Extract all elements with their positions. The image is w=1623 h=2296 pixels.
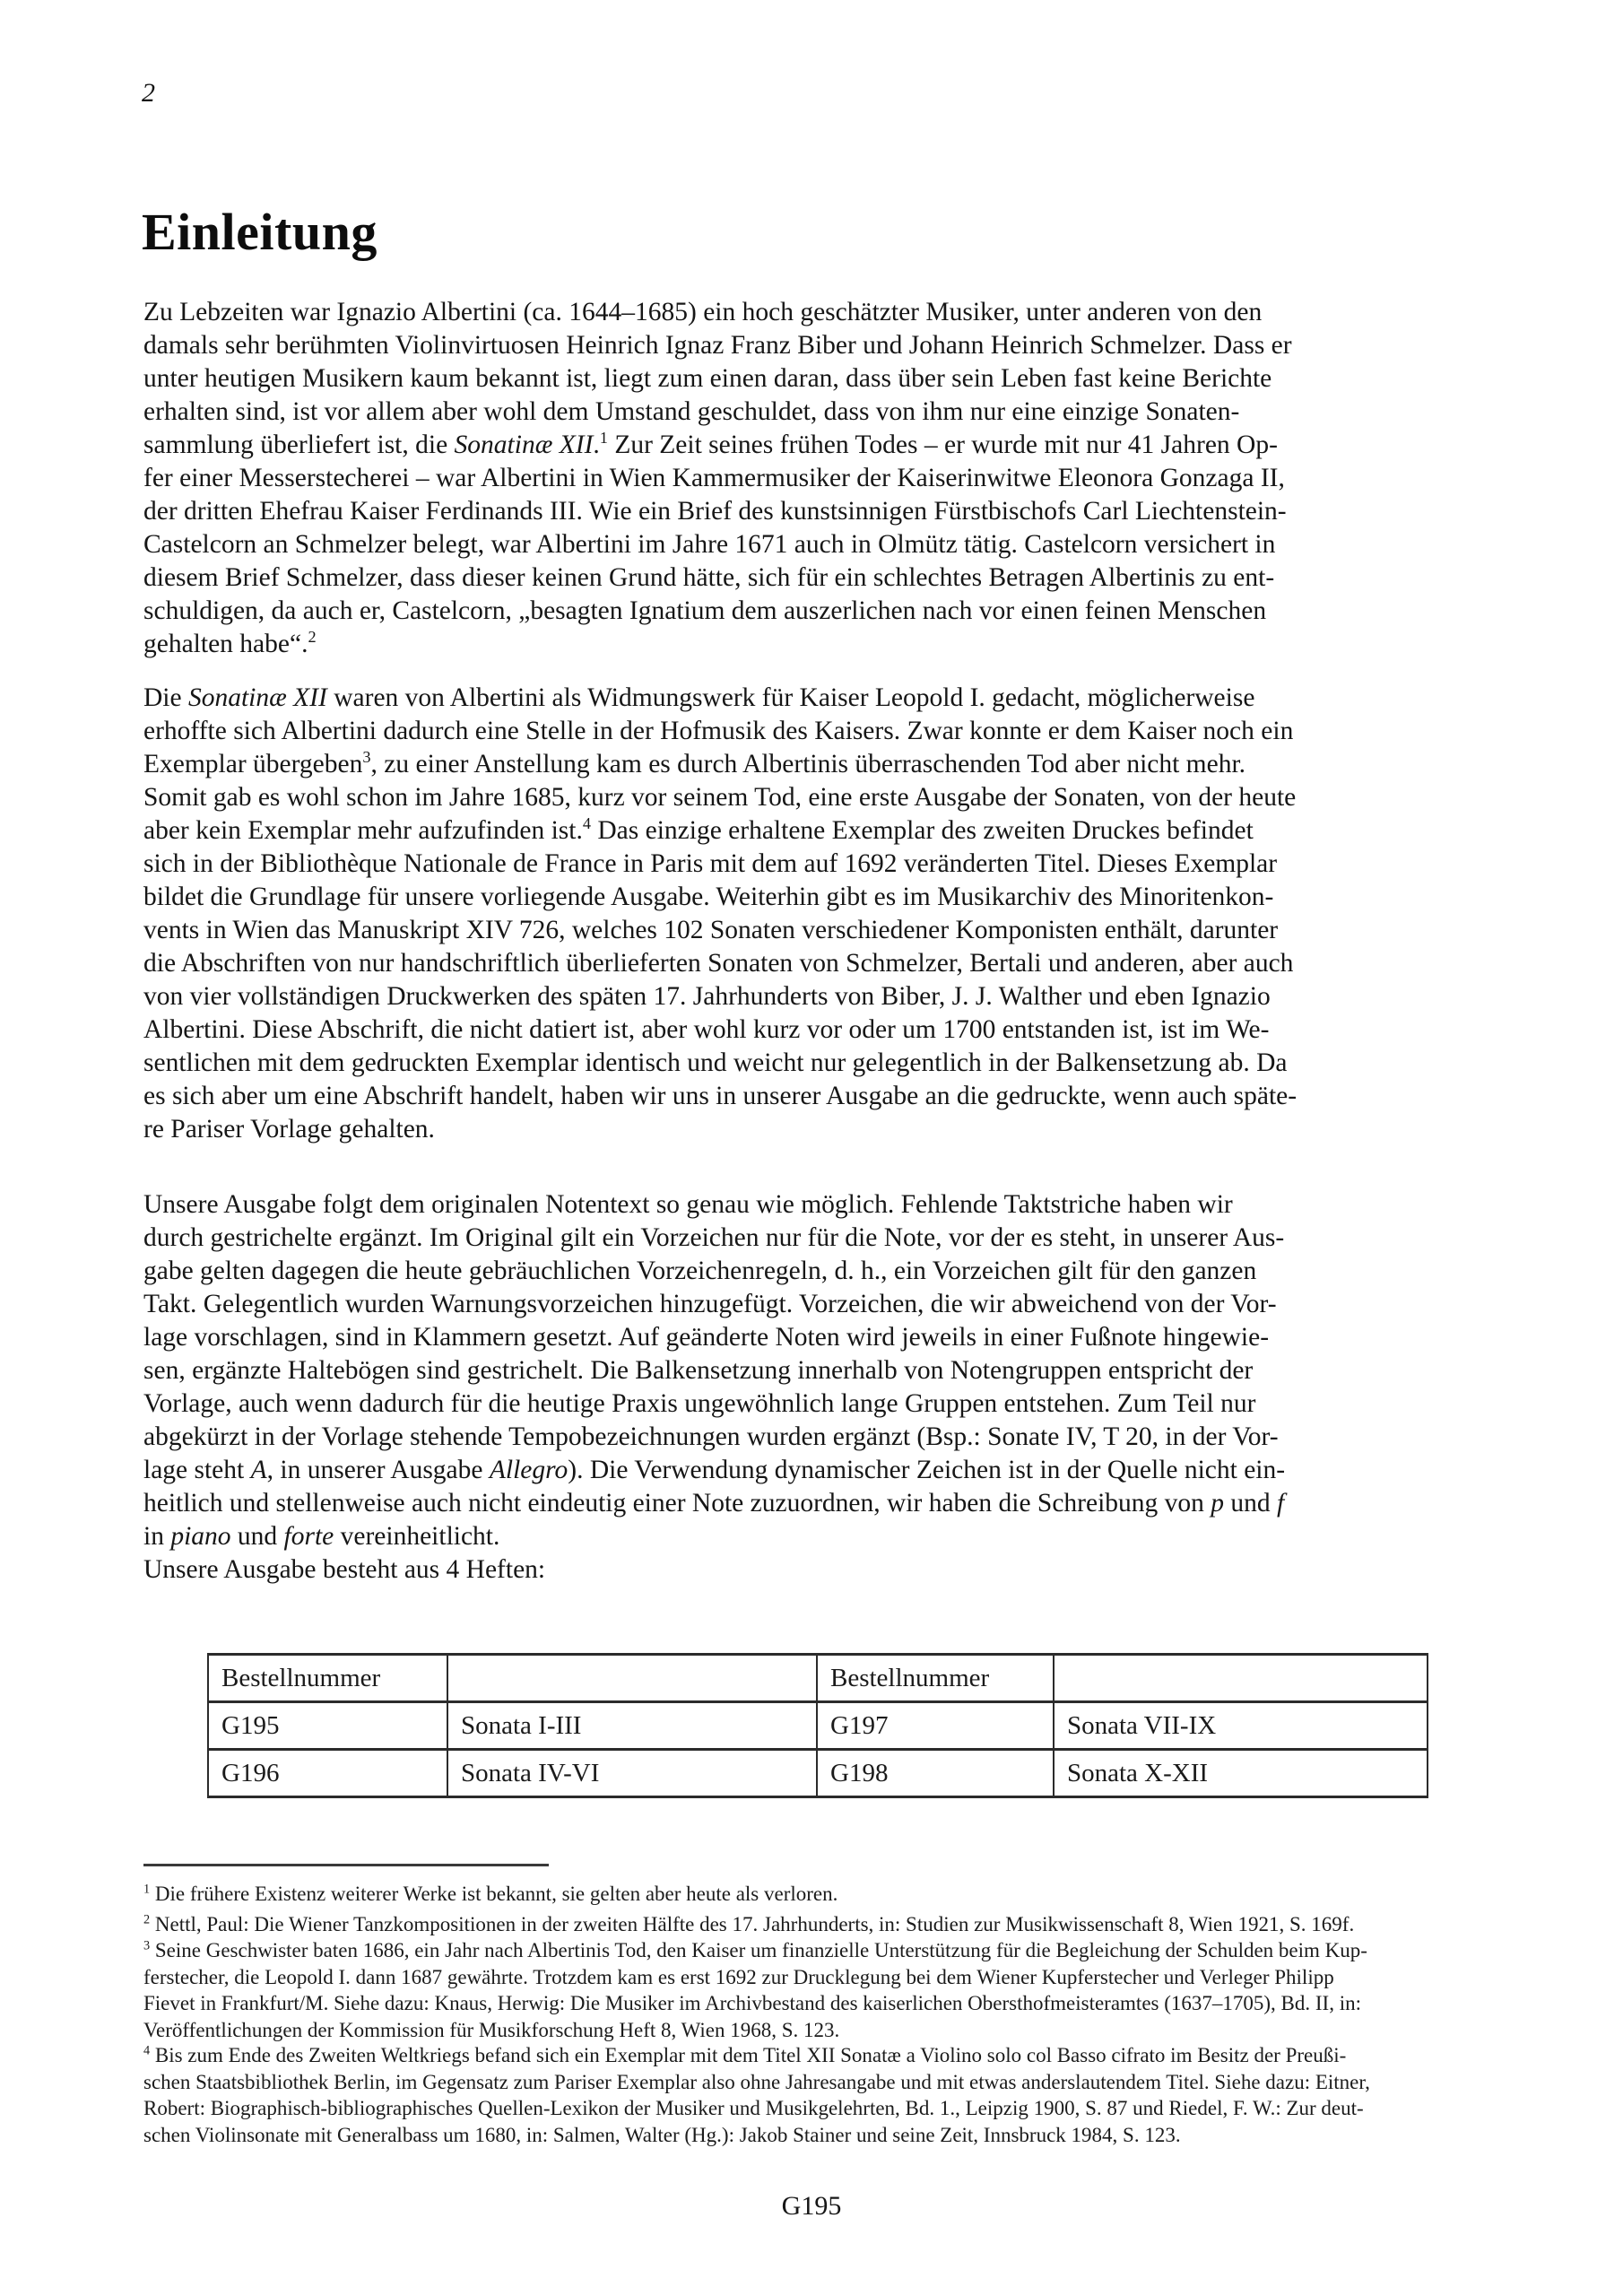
body-paragraph-2: Die Sonatinæ XII waren von Albertini als Widmungswerk für Kaiser Leopold I. gedacht, möglicherweise erhoffte sich Albertini dadurch eine Stelle in der Hofmusik des Kaisers. Zwar konnte er dem Kaiser noch ein Exemplar übergeben$^3$, zu einer Anstellung kam es durch Albertinis überraschenden Tod aber nicht mehr. Somit gab es wohl schon im Jahre 1685, kurz vor seinem Tod, eine erste Ausgabe der Sonaten, von der heute aber kein Exemplar mehr aufzufinden ist.$^4$ Das einzige erhaltene Exemplar des zweiten Druckes befindet sich in der Bibliothèque Nationale de France in Paris mit dem auf 1692 veränderten Titel. Dieses Exemplar bildet die Grundlage für unsere vorliegende Ausgabe. Weiterhin gibt es im Musikarchiv des Minoritenkon- vents in Wien das Manuskript XIV 726, welches 102 Sonaten verschiedener Komponisten enthält, darunter die Abschriften von nur handschriftlich überlieferten Sonaten von Schmelzer, Bertali und anderen, aber auch von vier vollständigen Druckwerken des späten 17. Jahrhunderts von Biber, J. J. Walther und eben Ignazio Albertini. Diese Abschrift, die nicht datiert ist, aber wohl kurz vor oder um 1700 entstanden ist, ist im We- sentlichen mit dem gedruckten Exemplar identisch und weicht nur gelegentlich in der Balkensetzung ab. Da es sich aber um eine Abschrift handelt, haben wir uns in unserer Ausgabe an die gedruckte, wenn auch späte- re Pariser Vorlage gehalten. (143, 683, 1298, 1144)
table-cell-sonatas: Sonata X-XII (1054, 1750, 1428, 1797)
footnote-2: $^2$ Nettl, Paul: Die Wiener Tanzkompositionen in der zweiten Hälfte des 17. Jahrhunderts, in: Studien zur Musikwissenschaft 8, Wien 1921, S. 169f. (143, 1912, 1355, 1935)
table-cell-order-number: G197 (817, 1702, 1054, 1750)
table-header-cell (447, 1655, 817, 1702)
body-paragraph-1: Zu Lebzeiten war Ignazio Albertini (ca. 1644–1685) ein hoch geschätzter Musiker, unter anderen von den damals sehr berühmten Violinvirtuosen Heinrich Ignaz Franz Biber und Johann Heinrich Schmelzer. Dass er unter heutigen Musikern kaum bekannt ist, liegt zum einen daran, dass über sein Leben fast keine Berichte erhalten sind, ist vor allem aber wohl dem Umstand geschuldet, dass von ihm nur eine einzige Sonaten- sammlung überliefert ist, die Sonatinæ XII.$^1$ Zur Zeit seines frühen Todes – er wurde mit nur 41 Jahren Op- fer einer Messerstecherei – war Albertini in Wien Kammermusiker der Kaiserinwitwe Eleonora Gonzaga II, der dritten Ehefrau Kaiser Ferdinands III. Wie ein Brief des kunstsinnigen Fürstbischofs Carl Liechtenstein- Castelcorn an Schmelzer belegt, war Albertini im Jahre 1671 auch in Olmütz tätig. Castelcorn versichert in diesem Brief Schmelzer, dass dieser keinen Grund hätte, sich für ein schlechtes Betragen Albertinis zu ent- schuldigen, da auch er, Castelcorn, „besagten Ignatium dem auszerlichen nach vor einen feinen Menschen gehalten habe“.$^2$ (143, 298, 1292, 658)
table-cell-order-number: G198 (817, 1750, 1054, 1797)
table-cell-order-number: G196 (208, 1750, 447, 1797)
footnote-3: $^3$ Seine Geschwister baten 1686, ein Jahr nach Albertinis Tod, den Kaiser um finanzielle Unterstützung für die Begleichung der Schulden beim Kup- ferstecher, die Leopold I. dann 1687 gewährte. Trotzdem kam es erst 1692 zur Drucklegung bei dem Wiener Kupferstecher und Verleger Philipp Fievet in Frankfurt/M. Siehe dazu: Knaus, Herwig: Die Musiker im Archivbestand des kaiserlichen Obersthofmeisteramtes (1637–1705), Bd. II, in: Veröffentlichungen der Kommission für Musikforschung Heft 8, Wien 1968, S. 123. (143, 1938, 1367, 2041)
footnote-4: $^4$ Bis zum Ende des Zweiten Weltkriegs befand sich ein Exemplar mit dem Titel XII Sonatæ a Violino solo col Basso cifrato im Besitz der Preußi- schen Staatsbibliothek Berlin, im Gegensatz zum Pariser Exemplar also ohne Jahresangabe und mit etwas anderslautendem Titel. Siehe dazu: Eitner, Robert: Biographisch-bibliographisches Quellen-Lexikon der Musiker und Musikgelehrten, Bd. 1., Leipzig 1900, S. 87 und Riedel, F. W.: Zur deut- schen Violinsonate mit Generalbass um 1680, in: Salmen, Walter (Hg.): Jakob Stainer und seine Zeit, Innsbruck 1984, S. 123. (143, 2043, 1370, 2146)
table-cell-sonatas: Sonata I-III (447, 1702, 817, 1750)
table-row (208, 1702, 1428, 1750)
page-number: 2 (142, 78, 155, 108)
booklets-table (207, 1653, 1428, 1798)
footnote-1: $^1$ Die frühere Existenz weiterer Werke ist bekannt, sie gelten aber heute als verloren. (143, 1882, 838, 1905)
body-paragraph-3: Unsere Ausgabe folgt dem originalen Notentext so genau wie möglich. Fehlende Taktstriche haben wir durch gestrichelte ergänzt. Im Original gilt ein Vorzeichen nur für die Note, vor der es steht, in unserer Aus- gabe gelten dagegen die heute gebräuchlichen Vorzeichenregeln, d. h., ein Vorzeichen gilt für den ganzen Takt. Gelegentlich wurden Warnungsvorzeichen hinzugefügt. Vorzeichen, die wir abweichend von der Vor- lage vorschlagen, sind in Klammern gesetzt. Auf geänderte Noten wird jeweils in einer Fußnote hingewie- sen, ergänzte Haltebögen sind gestrichelt. Die Balkensetzung innerhalb von Notengruppen entspricht der Vorlage, auch wenn dadurch für die heutige Praxis ungewöhnlich lange Gruppen entstehen. Zum Teil nur abgekürzt in der Vorlage stehende Tempobezeichnungen wurden ergänzt (Bsp.: Sonate IV, T 20, in der Vor- lage steht A, in unserer Ausgabe Allegro). Die Verwendung dynamischer Zeichen ist in der Quelle nicht ein- heitlich und stellenweise auch nicht eindeutig einer Note zuzuordnen, wir haben die Schreibung von p und f in piano und forte vereinheitlicht. Unsere Ausgabe besteht aus 4 Heften: (143, 1190, 1286, 1584)
table-cell-order-number: G195 (208, 1702, 447, 1750)
footnote-separator-rule (143, 1864, 549, 1866)
table-header-cell: Bestellnummer (817, 1655, 1054, 1702)
page-title: Einleitung (142, 203, 378, 261)
table-header-row (208, 1655, 1428, 1702)
table-row (208, 1750, 1428, 1797)
table-header-cell (1054, 1655, 1428, 1702)
table-cell-sonatas: Sonata IV-VI (447, 1750, 817, 1797)
table-cell-sonatas: Sonata VII-IX (1054, 1702, 1428, 1750)
page-footer-catalog-number: G195 (781, 2191, 842, 2221)
table-header-cell: Bestellnummer (208, 1655, 447, 1702)
